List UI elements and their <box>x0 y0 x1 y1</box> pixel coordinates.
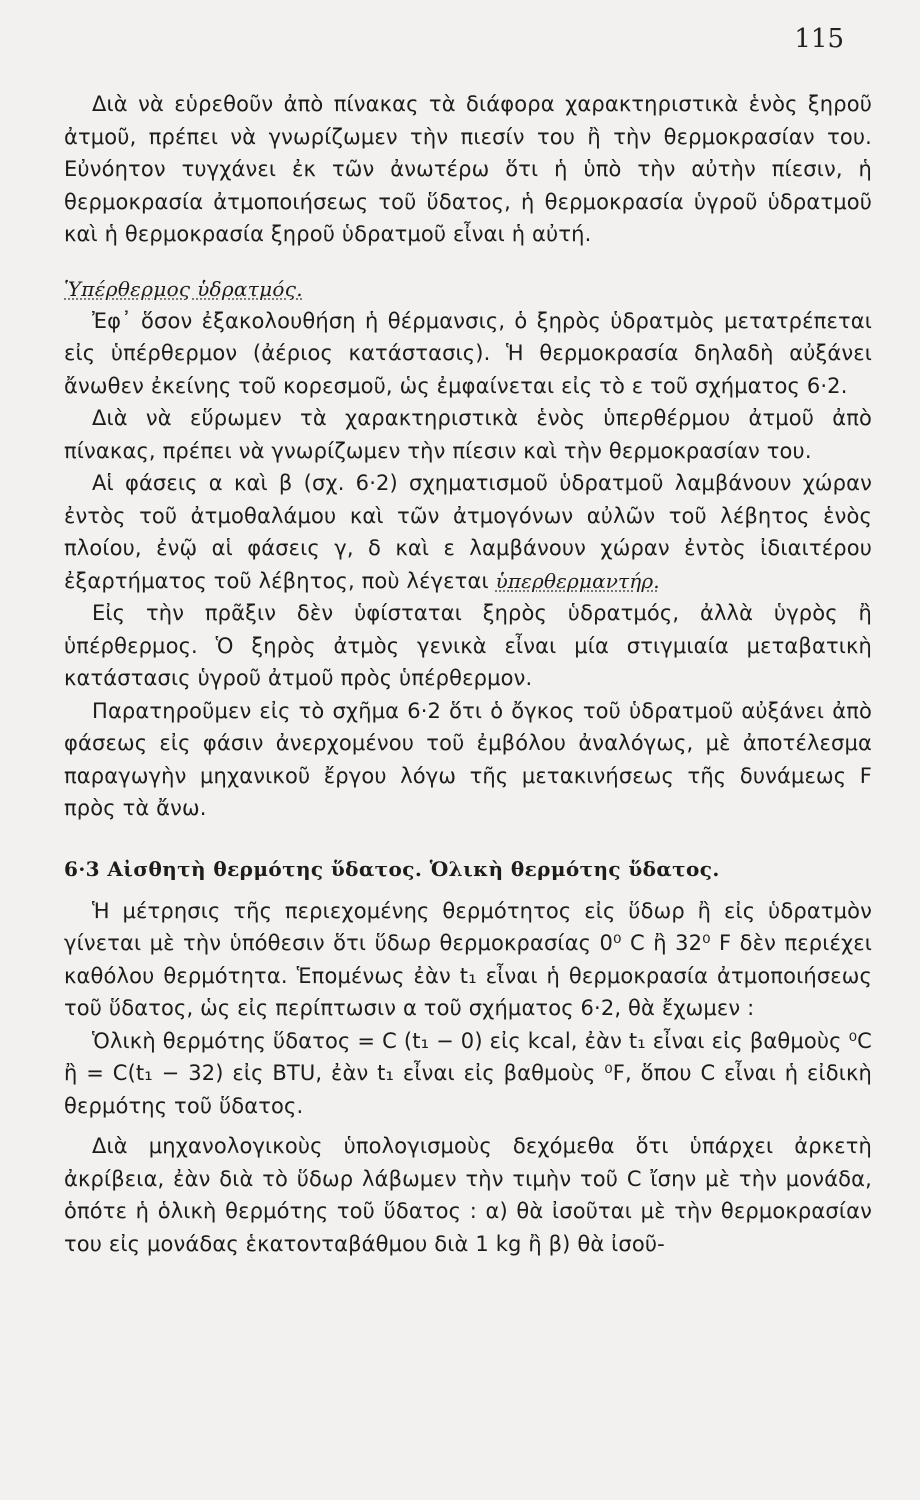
subheading-superheated-steam: Ὑπέρθερμος ὑδρατμός. <box>64 276 303 301</box>
paragraph-heat-measurement: Ἡ μέτρησις τῆς περιεχομένης θερμότητος εἰς ὕδωρ ἢ εἰς ὑδρατμὸν γίνεται μὲ τὴν ὑπόθεσιν ὅτι ὕδωρ θερμοκρασίας 0⁰ C ἢ 32⁰ F δὲν περιέχει καθόλου θερμότητα. Ἑπομένως ἐὰν t₁ εἶναι ἡ θερμοκρασία ἀτμοποιήσεως τοῦ ὕδατος, ὡς εἰς περίπτωσιν α τοῦ σχήματος 6·2, θὰ ἔχωμεν : <box>64 898 872 1020</box>
text-column <box>64 88 872 1260</box>
paragraph-total-heat-formula: Ὁλικὴ θερμότης ὕδατος = C (t₁ − 0) εἰς kcal, ἐὰν t₁ εἶναι εἰς βαθμοὺς ⁰C ἢ = C(t₁ − 32) εἰς BTU, ἐὰν t₁ εἶναι εἰς βαθμοὺς ⁰F, ὅπου C εἶναι ἡ εἰδικὴ θερμότης τοῦ ὕδατος. <box>64 1028 872 1118</box>
paragraph-superheated-tables: Διὰ νὰ εὕρωμεν τὰ χαρακτηριστικὰ ἑνὸς ὑπερθέρμου ἀτμοῦ ἀπὸ πίνακας, πρέπει νὰ γνωρίζωμεν τὴν πίεσιν καὶ τὴν θερμοκρασίαν του. <box>64 406 872 463</box>
paragraph-superheating: Ἐφ᾽ ὅσον ἐξακολουθήση ἡ θέρμανσις, ὁ ξηρὸς ὑδρατμὸς μετατρέπεται εἰς ὑπέρθερμον (ἀέριος κατάστασις). Ἡ θερμοκρασία δηλαδὴ αὐξάνει ἄνωθεν ἐκείνης τοῦ κορεσμοῦ, ὡς ἐμφαίνεται εἰς τὸ ε τοῦ σχήματος 6·2. <box>64 308 872 398</box>
paragraph-engineering-calc: Διὰ μηχανολογικοὺς ὑπολογισμοὺς δεχόμεθα ὅτι ὑπάρχει ἀρκετὴ ἀκρίβεια, ἐὰν διὰ τὸ ὕδωρ λάβωμεν τὴν τιμὴν τοῦ C ἴσην μὲ τὴν μονάδα, ὁπότε ἡ ὁλικὴ θερμότης τοῦ ὕδατος : α) θὰ ἰσοῦται μὲ τὴν θερμοκρασίαν του εἰς μονάδας ἑκατονταβάθμου διὰ 1 kg ἢ β) θὰ ἰσοῦ- <box>64 1134 872 1256</box>
boiler-phases-text: Αἱ φάσεις α καὶ β (σχ. 6·2) σχηματισμοῦ ὑδρατμοῦ λαμβάνουν χώραν ἐντὸς τοῦ ἀτμοθαλάμου καὶ τῶν ἀτμογόνων αὐλῶν τοῦ λέβητος ἑνὸς πλοίου, ἐνῷ αἱ φάσεις γ, δ καὶ ε λαμβάνουν χώραν ἐντὸς ἰδιαιτέρου ἐξαρτήματος τοῦ λέβητος, ποὺ λέγεται <box>64 471 872 593</box>
paragraph-practice: Εἰς τὴν πρᾶξιν δὲν ὑφίσταται ξηρὸς ὑδρατμός, ἀλλὰ ὑγρὸς ἢ ὑπέρθερμος. Ὁ ξηρὸς ἀτμὸς γενικὰ εἶναι μία στιγμιαία μεταβατικὴ κατάστασις ὑγροῦ ἀτμοῦ πρὸς ὑπέρθερμον. <box>64 601 872 690</box>
paragraph-boiler-phases <box>64 467 872 597</box>
paragraph-volume-increase: Παρατηροῦμεν εἰς τὸ σχῆμα 6·2 ὅτι ὁ ὄγκος τοῦ ὑδρατμοῦ αὐξάνει ἀπὸ φάσεως εἰς φάσιν ἀνερχομένου τοῦ ἐμβόλου ἀναλόγως, μὲ ἀποτέλεσμα παραγωγὴν μηχανικοῦ ἔργου λόγω τῆς μετακινήσεως τῆς δυνάμεως F πρὸς τὰ ἄνω. <box>64 698 872 820</box>
paragraph-dry-steam-tables: Διὰ νὰ εὑρεθοῦν ἀπὸ πίνακας τὰ διάφορα χαρακτηριστικὰ ἑνὸς ξηροῦ ἀτμοῦ, πρέπει νὰ γνωρίζωμεν τὴν πιεσίν του ἢ τὴν θερμοκρασίαν του. Εὐνόητον τυγχάνει ἐκ τῶν ἀνωτέρω ὅτι ἡ ὑπὸ τὴν αὐτὴν πίεσιν, ἡ θερμοκρασία ἀτμοποιήσεως τοῦ ὕδατος, ἡ θερμοκρασία ὑγροῦ ὑδρατμοῦ καὶ ἡ θερμοκρασία ξηροῦ ὑδρατμοῦ εἶναι ἡ αὐτή. <box>64 92 872 246</box>
superheater-term: ὑπερθερμαντήρ. <box>495 568 660 593</box>
page-number: 115 <box>794 24 844 54</box>
section-heading-6-3: 6·3 Αἰσθητὴ θερμότης ὕδατος. Ὁλικὴ θερμότης ὕδατος. <box>64 856 720 881</box>
